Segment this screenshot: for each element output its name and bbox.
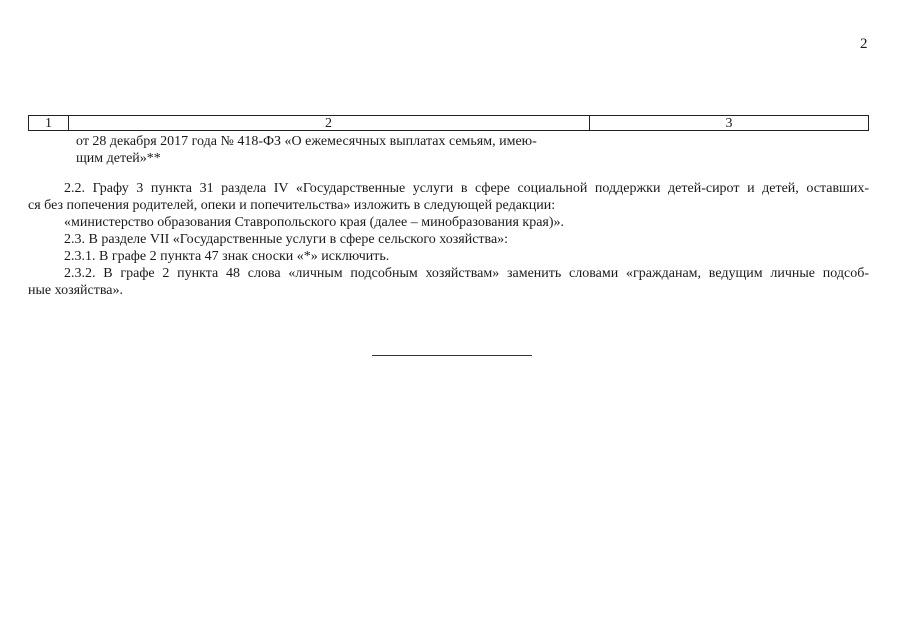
- paragraph-2-3-2-line-1: 2.3.2. В графе 2 пункта 48 слова «личным подсобным хозяйствам» заменить словами «гражданам, ведущим личные подсоб-: [64, 266, 869, 281]
- continuation-line-1: от 28 декабря 2017 года № 418-ФЗ «О ежемесячных выплатах семьям, имею-: [76, 134, 537, 149]
- continuation-line-2: щим детей»**: [76, 151, 161, 166]
- paragraph-2-2-quote: «министерство образования Ставропольского края (далее – минобразования края)».: [64, 215, 565, 230]
- table-continuation-text: [76, 133, 596, 167]
- paragraph-2-3-2-line-2: ные хозяйства».: [28, 283, 124, 298]
- column-number-table: [28, 115, 869, 131]
- paragraph-2-2-line-1: 2.2. Графу 3 пункта 31 раздела IV «Государственные услуги в сфере социальной поддержки детей-сирот и детей, оставших-: [64, 181, 869, 196]
- page-number: 2: [860, 36, 868, 52]
- paragraph-2-2-line-2: ся без попечения родителей, опеки и попечительства» изложить в следующей редакции:: [28, 198, 556, 213]
- column-number-2: 2: [68, 116, 590, 130]
- paragraph-2-3-1: 2.3.1. В графе 2 пункта 47 знак сноски «*» исключить.: [64, 249, 390, 264]
- paragraph-2-3: 2.3. В разделе VII «Государственные услуги в сфере сельского хозяйства»:: [64, 232, 509, 247]
- column-number-1: 1: [29, 116, 69, 130]
- column-number-3: 3: [725, 116, 733, 131]
- end-divider-line: [372, 355, 532, 356]
